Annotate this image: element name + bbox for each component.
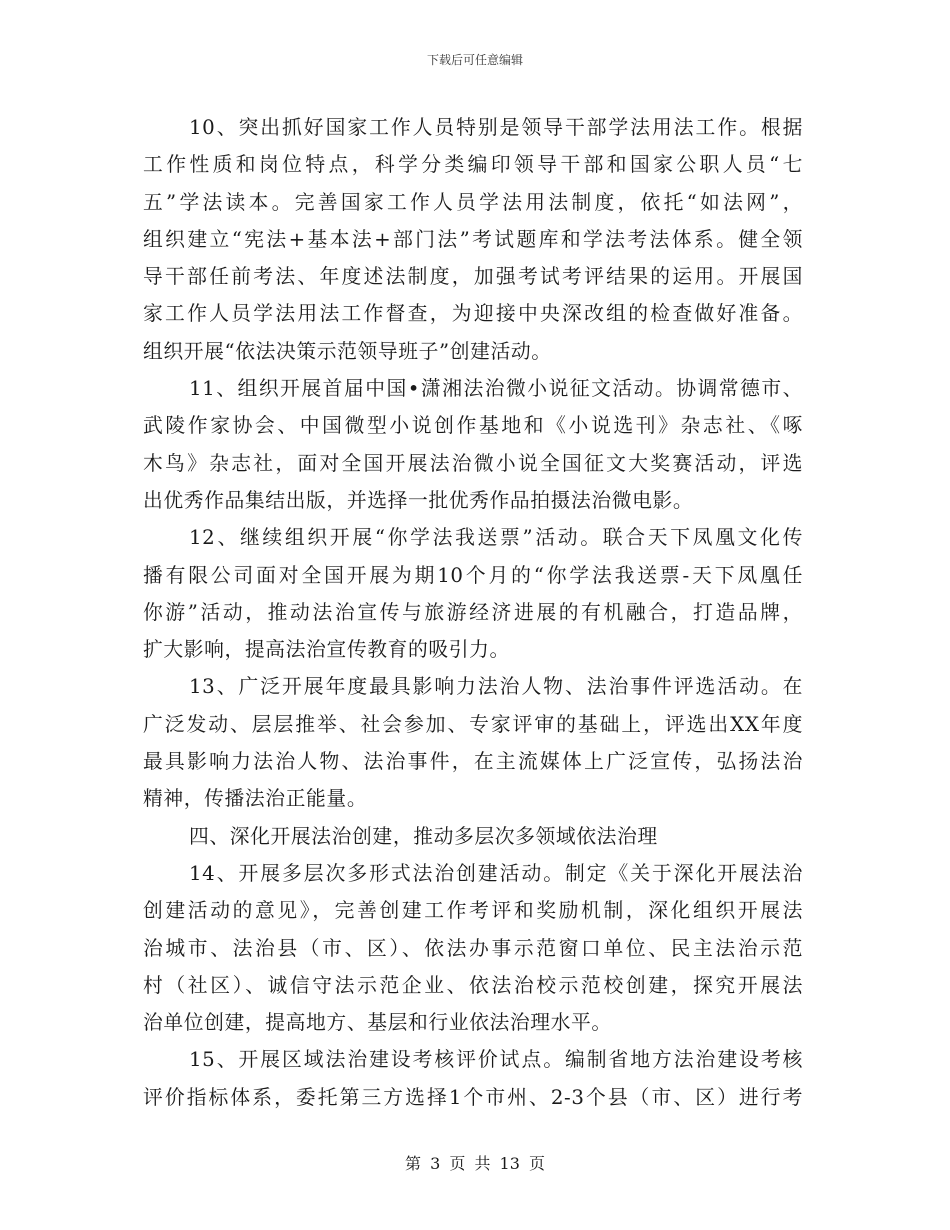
text-line: 出优秀作品集结出版，并选择一批优秀作品拍摄法治微电影。: [143, 488, 694, 512]
text-line: 村（社区）、诚信守法示范企业、依法治校示范校创建，探究开展法: [143, 973, 803, 997]
text-line: 广泛发动、层层推举、社会参加、专家评审的基础上，评选出XX年度: [143, 712, 803, 736]
text-line: 木鸟》杂志社，面对全国开展法治微小说全国征文大奖赛活动，评选: [143, 451, 803, 475]
document-body: [143, 109, 803, 1169]
text-line: 13、广泛开展年度最具影响力法治人物、法治事件评选活动。在: [189, 675, 803, 699]
text-line: 家工作人员学法用法工作督查，为迎接中央深改组的检查做好准备。: [143, 302, 803, 326]
text-line: 扩大影响，提高法治宣传教育的吸引力。: [143, 638, 510, 662]
text-line: 创建活动的意见》，完善创建工作考评和奖励机制，深化组织开展法: [143, 899, 803, 923]
text-line: 组织开展“依法决策示范领导班子”创建活动。: [143, 339, 552, 363]
text-line: 五”学法读本。完善国家工作人员学法用法制度，依托“如法网”，: [143, 190, 803, 214]
text-line: 武陵作家协会、中国微型小说创作基地和《小说选刊》杂志社、《啄: [143, 414, 803, 438]
text-line: 11、组织开展首届中国•潇湘法治微小说征文活动。协调常德市、: [189, 377, 803, 401]
paragraph: [143, 109, 803, 370]
page-header-note: 下载后可任意编辑: [426, 53, 523, 67]
paragraph: [143, 855, 803, 1041]
text-line: 最具影响力法治人物、法治事件，在主流媒体上广泛宣传，弘扬法治: [143, 750, 803, 774]
text-line: 治城市、法治县（市、区）、依法办事示范窗口单位、民主法治示范: [143, 936, 803, 960]
text-line: 播有限公司面对全国开展为期10个月的“你学法我送票-天下凤凰任: [143, 563, 803, 587]
paragraph: [143, 370, 803, 519]
text-line: 14、开展多层次多形式法治创建活动。制定《关于深化开展法治: [189, 861, 803, 885]
text-line: 四、深化开展法治创建，推动多层次多领域依法治理: [189, 824, 658, 848]
paragraph: [143, 519, 803, 668]
text-line: 15、开展区域法治建设考核评价试点。编制省地方法治建设考核: [189, 1048, 803, 1072]
text-line: 组织建立“宪法+基本法+部门法”考试题库和学法考法体系。健全领: [143, 227, 803, 251]
paragraph: [143, 668, 803, 817]
text-line: 12、继续组织开展“你学法我送票”活动。联合天下凤凰文化传: [189, 526, 803, 550]
paragraph: [143, 1041, 803, 1116]
text-line: 精神，传播法治正能量。: [143, 787, 368, 811]
text-line: 治单位创建，提高地方、基层和行业依法治理水平。: [143, 1011, 612, 1035]
text-line: 评价指标体系，委托第三方选择1个市州、2-3个县（市、区）进行考: [143, 1085, 803, 1109]
section-heading: [143, 818, 803, 855]
text-line: 工作性质和岗位特点，科学分类编印领导干部和国家公职人员“七: [143, 153, 803, 177]
text-line: 10、突出抓好国家工作人员特别是领导干部学法用法工作。根据: [189, 116, 803, 139]
text-line: 导干部任前考法、年度述法制度，加强考试考评结果的运用。开展国: [143, 265, 803, 289]
page-number: 第 3 页 共 13 页: [405, 1154, 545, 1173]
text-line: 你游”活动，推动法治宣传与旅游经济进展的有机融合，打造品牌，: [143, 600, 803, 624]
